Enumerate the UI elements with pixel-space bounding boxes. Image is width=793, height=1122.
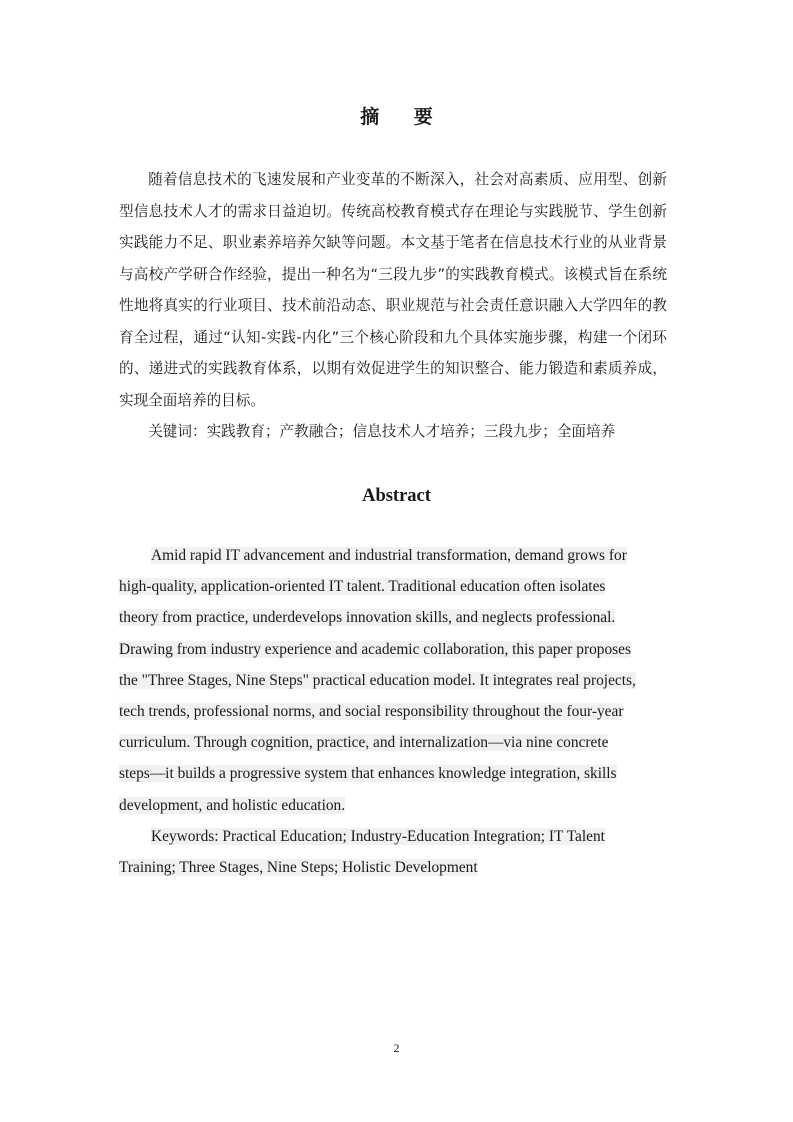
chinese-keywords: 关键词：实践教育；产教融合；信息技术人才培养；三段九步；全面培养	[148, 423, 616, 440]
keywords-line: Keywords: Practical Education; Industry-Education Integration; IT Talent	[151, 827, 605, 845]
abstract-line: development, and holistic education.	[119, 796, 346, 814]
english-abstract-body	[119, 540, 671, 821]
chinese-abstract-title: 摘 要	[360, 106, 447, 128]
abstract-line: tech trends, professional norms, and social responsibility throughout the four-year	[119, 703, 624, 721]
abstract-line: the "Three Stages, Nine Steps" practical education model. It integrates real projects,	[119, 671, 636, 689]
english-abstract-section	[119, 540, 671, 883]
abstract-line: Drawing from industry experience and academic collaboration, this paper proposes	[119, 640, 631, 658]
abstract-line: steps—it builds a progressive system that enhances knowledge integration, skills	[119, 765, 617, 783]
abstract-line: high-quality, application-oriented IT talent. Traditional education often isolates	[119, 578, 606, 596]
english-keywords	[119, 821, 671, 883]
abstract-line: curriculum. Through cognition, practice, and internalization—via nine concrete	[119, 734, 609, 752]
english-abstract-title: Abstract	[362, 486, 431, 506]
page-number: 2	[393, 1041, 400, 1055]
chinese-abstract-section	[119, 164, 667, 448]
chinese-abstract-body: 随着信息技术的飞速发展和产业变革的不断深入，社会对高素质、应用型、创新型信息技术人才的需求日益迫切。传统高校教育模式存在理论与实践脱节、学生创新实践能力不足、职业素养培养欠缺等问题。本文基于笔者在信息技术行业的从业背景与高校产学研合作经验，提出一种名为“三段九步”的实践教育模式。该模式旨在系统性地将真实的行业项目、技术前沿动态、职业规范与社会责任意识融入大学四年的教育全过程，通过“认知-实践-内化”三个核心阶段和九个具体实施步骤，构建一个闭环的、递进式的实践教育体系，以期有效促进学生的知识整合、能力锻造和素质养成，实现全面培养的目标。	[119, 171, 667, 409]
abstract-line: Amid rapid IT advancement and industrial transformation, demand grows for	[151, 547, 627, 564]
abstract-line: theory from practice, underdevelops innovation skills, and neglects professional.	[119, 609, 616, 627]
keywords-line: Training; Three Stages, Nine Steps; Holistic Development	[119, 859, 478, 877]
